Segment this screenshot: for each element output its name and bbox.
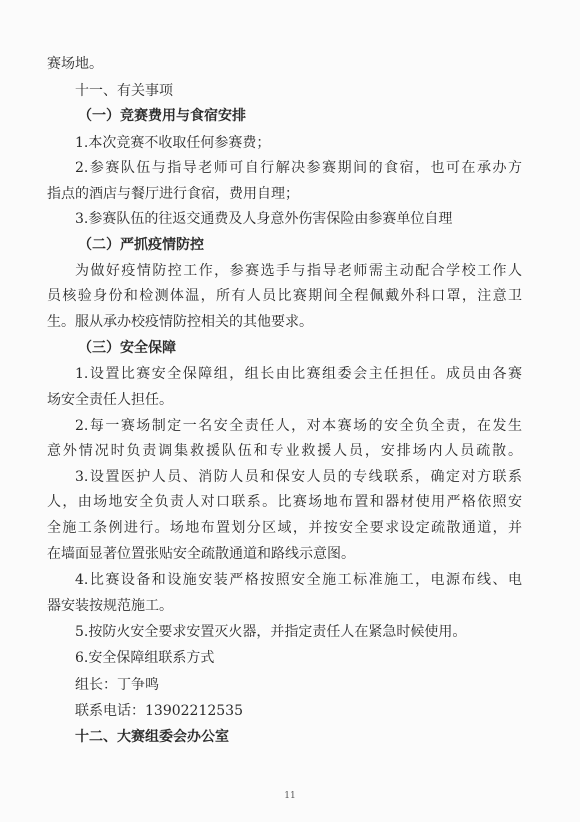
paragraph-line: 场安全责任人担任。: [47, 392, 173, 408]
paragraph-line: 6.安全保障组联系方式: [75, 650, 215, 666]
paragraph-line: 3.参赛队伍的往返交通费及人身意外伤害保险由参赛单位自理: [75, 211, 453, 227]
paragraph-line: 指点的酒店与餐厅进行食宿，费用自理；: [47, 186, 299, 202]
subsection-heading-safety: （三）安全保障: [78, 340, 176, 356]
paragraph-line: 2.每一赛场制定一名安全责任人，对本赛场的安全负全责，在发生: [75, 418, 522, 434]
section-heading-12: 十二、大赛组委会办公室: [75, 729, 229, 745]
paragraph-line: 1.本次竞赛不收取任何参赛费；: [75, 135, 271, 151]
paragraph-line: 全施工条例进行。场地布置划分区域，并按安全要求设定疏散通道，并: [47, 520, 522, 536]
paragraph-line: 1.设置比赛安全保障组，组长由比赛组委会主任担任。成员由各赛: [75, 366, 522, 382]
paragraph-line: 2.参赛队伍与指导老师可自行解决参赛期间的食宿，也可在承办方: [75, 160, 522, 176]
page-number: 11: [284, 791, 296, 801]
contact-phone: 联系电话：13902212535: [75, 703, 243, 719]
paragraph-line: 器安装按规范施工。: [47, 598, 173, 614]
paragraph-line: 在墙面显著位置张贴安全疏散通道和路线示意图。: [47, 546, 355, 562]
paragraph-line: 员核验身份和检测体温，所有人员比赛期间全程佩戴外科口罩，注意卫: [47, 288, 522, 304]
section-heading-11: 十一、有关事项: [75, 83, 173, 99]
paragraph-line: 为做好疫情防控工作，参赛选手与指导老师需主动配合学校工作人: [75, 263, 522, 279]
paragraph-line: 5.按防火安全要求安置灭火器，并指定责任人在紧急时候使用。: [75, 624, 467, 640]
paragraph-line: 4.比赛设备和设施安装严格按照安全施工标准施工，电源布线、电: [75, 572, 522, 588]
subsection-heading-epidemic: （二）严抓疫情防控: [78, 237, 204, 253]
paragraph-line: 意外情况时负责调集救援队伍和专业救援人员，安排场内人员疏散。: [47, 443, 522, 459]
paragraph-line: 生。服从承办校疫情防控相关的其他要求。: [47, 314, 313, 330]
paragraph-line: 3.设置医护人员、消防人员和保安人员的专线联系，确定对方联系: [75, 469, 522, 485]
subsection-heading-fees: （一）竞赛费用与食宿安排: [78, 108, 246, 124]
contact-leader: 组长：丁争鸣: [75, 677, 159, 693]
paragraph-line: 人，由场地安全负责人对口联系。比赛场地布置和器材使用严格依照安: [47, 494, 522, 510]
continuation-line: 赛场地。: [47, 56, 103, 72]
